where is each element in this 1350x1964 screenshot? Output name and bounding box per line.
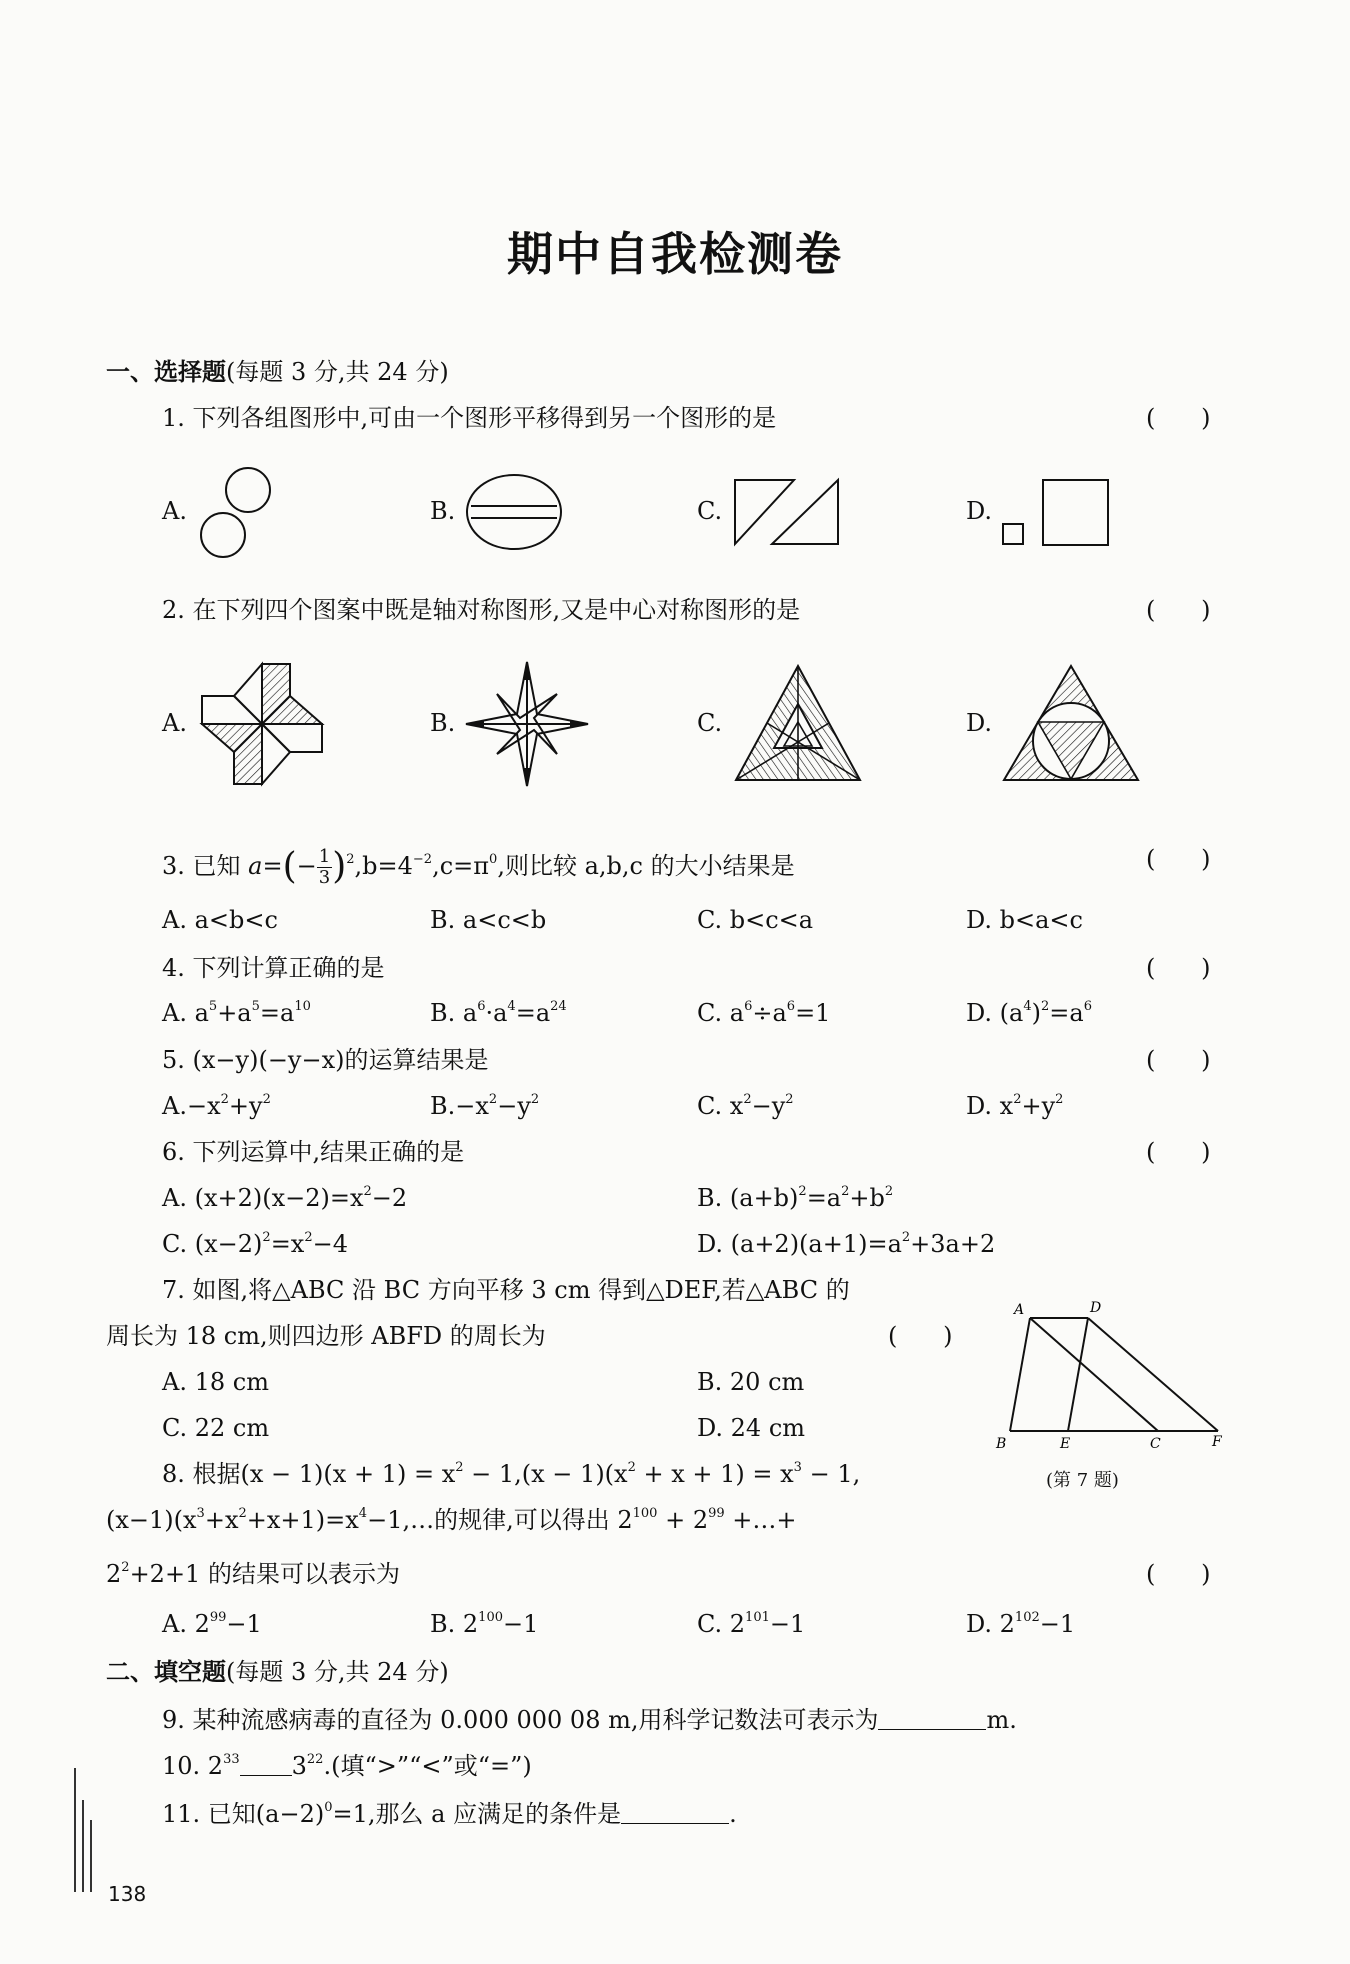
q7-figure-caption: (第 7 题) <box>1046 1470 1119 1491</box>
page-number: 138 <box>108 1882 147 1906</box>
q1-figure-b-split-ellipse <box>462 470 567 555</box>
q5-option-c[interactable]: C. $x^2-y^2$ <box>697 1092 794 1120</box>
answer-paren-2[interactable]: ( ) <box>1146 596 1211 624</box>
q5-option-a[interactable]: $A.-x^2+y^2$ <box>162 1092 271 1120</box>
question-1-stem: 1. 下列各组图形中,可由一个图形平移得到另一个图形的是 <box>162 404 777 432</box>
section-2-title: 二、填空题 <box>106 1658 226 1686</box>
q7-label-f: F <box>1212 1434 1222 1450</box>
q5-option-b[interactable]: $B.-x^2-y^2$ <box>430 1092 540 1120</box>
section-2-note: (每题 3 分,共 24 分) <box>226 1658 449 1686</box>
q3-option-d[interactable]: D. b<a<c <box>966 906 1083 934</box>
section-1-heading <box>106 358 449 387</box>
q7-option-c[interactable]: C. 22 cm <box>162 1414 270 1442</box>
q8-option-c[interactable]: C. $2^{101}-1$ <box>697 1610 806 1638</box>
q3-option-c[interactable]: C. b<c<a <box>697 906 814 934</box>
q6-option-c[interactable]: C. $(x-2)^2=x^2-4$ <box>162 1230 349 1258</box>
margin-bar-2 <box>82 1800 84 1892</box>
q1-figure-d-squares <box>1000 478 1115 550</box>
q7-option-b[interactable]: B. 20 cm <box>697 1368 805 1396</box>
question-8-line-2: $(x-1)(x^3+x^2+x+1)=x^4-1,\dots$的规律,可以得出 $2^{100} + 2^{99}$ +…+ <box>106 1506 797 1534</box>
q4-option-b[interactable]: B. $a^6\cdot a^4=a^{24}$ <box>430 999 567 1027</box>
answer-paren-5[interactable]: ( ) <box>1146 1046 1211 1074</box>
question-7-line-1: 7. 如图,将△ABC 沿 BC 方向平移 3 cm 得到△DEF,若△ABC 的 <box>162 1276 850 1304</box>
q2-option-b-label: B. <box>430 709 456 737</box>
q7-label-e: E <box>1060 1436 1071 1452</box>
question-8-line-1: 8. 根据$(x - 1)(x + 1) = x^2 - 1,(x - 1)(x^2 + x + 1) = x^3 - 1$, <box>162 1460 861 1488</box>
q4-option-a[interactable]: A. $a^5+a^5=a^{10}$ <box>162 999 311 1027</box>
q7-label-c: C <box>1150 1436 1161 1452</box>
question-2-stem: 2. 在下列四个图案中既是轴对称图形,又是中心对称图形的是 <box>162 596 801 624</box>
q5-option-d[interactable]: D. $x^2+y^2$ <box>966 1092 1064 1120</box>
q2-option-d-label: D. <box>966 709 993 737</box>
margin-bar-3 <box>90 1820 92 1892</box>
q1-option-b-label: B. <box>430 497 456 525</box>
answer-paren-3[interactable]: ( ) <box>1146 845 1211 873</box>
answer-paren-1[interactable]: ( ) <box>1146 404 1211 432</box>
q4-option-c[interactable]: C. $a^6\div a^6=1$ <box>697 999 831 1027</box>
page-title: 期中自我检测卷 <box>507 227 843 281</box>
q7-label-b: B <box>996 1436 1007 1452</box>
question-7-line-2: 周长为 18 cm,则四边形 ABFD 的周长为 <box>106 1322 546 1350</box>
q7-translation-diagram <box>990 1296 1230 1454</box>
question-10: 10. $2^{33}$ $3^{22}$.(填“>”“<”或“=”) <box>162 1752 532 1780</box>
q1-figure-c-triangles <box>732 478 842 548</box>
answer-paren-8[interactable]: ( ) <box>1146 1560 1211 1588</box>
answer-paren-4[interactable]: ( ) <box>1146 954 1211 982</box>
q6-option-a[interactable]: A. $(x+2)(x-2)=x^2-2$ <box>162 1184 408 1212</box>
question-5-stem: 5. (x−y)(−y−x)的运算结果是 <box>162 1046 489 1074</box>
q7-option-a[interactable]: A. 18 cm <box>162 1368 269 1396</box>
q7-option-d[interactable]: D. 24 cm <box>697 1414 806 1442</box>
q2-figure-d-triangle-circle <box>1000 662 1142 784</box>
question-11: 11. 已知$(a-2)^0=1$,那么 a 应满足的条件是 . <box>162 1800 737 1828</box>
q2-option-a-label: A. <box>162 709 187 737</box>
question-3-stem: 3. 已知 a=(− $\frac{1}{3}$ )$^2,b=4^{-2},c=\pi^0$,则比较 a,b,c 的大小结果是 <box>162 846 795 888</box>
q2-option-c-label: C. <box>697 709 723 737</box>
q3-option-a[interactable]: A. a<b<c <box>162 906 278 934</box>
q8-option-b[interactable]: B. $2^{100}-1$ <box>430 1610 539 1638</box>
answer-paren-6[interactable]: ( ) <box>1146 1138 1211 1166</box>
q7-label-d: D <box>1090 1300 1102 1316</box>
q2-figure-b-compass-star <box>462 658 592 790</box>
question-9: 9. 某种流感病毒的直径为 0.000 000 08 m,用科学记数法可表示为 m. <box>162 1706 1017 1734</box>
section-1-note: (每题 3 分,共 24 分) <box>226 358 449 386</box>
fraction-one-third: $\frac{1}{3}$ <box>318 846 331 888</box>
q1-option-d-label: D. <box>966 497 993 525</box>
question-6-stem: 6. 下列运算中,结果正确的是 <box>162 1138 465 1166</box>
margin-bar-1 <box>74 1768 76 1892</box>
section-1-title: 一、选择题 <box>106 358 226 386</box>
question-4-stem: 4. 下列计算正确的是 <box>162 954 385 982</box>
q7-label-a: A <box>1014 1302 1025 1318</box>
answer-paren-7[interactable]: ( ) <box>888 1322 953 1350</box>
q1-option-a-label: A. <box>162 497 187 525</box>
q3-option-b[interactable]: B. a<c<b <box>430 906 547 934</box>
q6-option-b[interactable]: B. $(a+b)^2=a^2+b^2$ <box>697 1184 894 1212</box>
answer-blank-10[interactable] <box>240 1753 292 1776</box>
section-2-heading <box>106 1658 449 1687</box>
q8-option-a[interactable]: A. $2^{99}-1$ <box>162 1610 262 1638</box>
q2-figure-a-pinwheel <box>198 660 326 788</box>
q2-figure-c-hatched-triangle <box>732 662 864 784</box>
q1-option-c-label: C. <box>697 497 723 525</box>
question-8-line-3: $2^2+2+1$ 的结果可以表示为 <box>106 1560 400 1588</box>
q4-option-d[interactable]: D. $(a^4)^2=a^6$ <box>966 999 1092 1027</box>
answer-blank-9[interactable] <box>878 1707 986 1730</box>
answer-blank-11[interactable] <box>621 1801 729 1824</box>
q6-option-d[interactable]: D. $(a+2)(a+1)=a^2+3a+2$ <box>697 1230 996 1258</box>
q8-option-d[interactable]: D. $2^{102}-1$ <box>966 1610 1076 1638</box>
q1-figure-a-circles <box>195 465 285 560</box>
